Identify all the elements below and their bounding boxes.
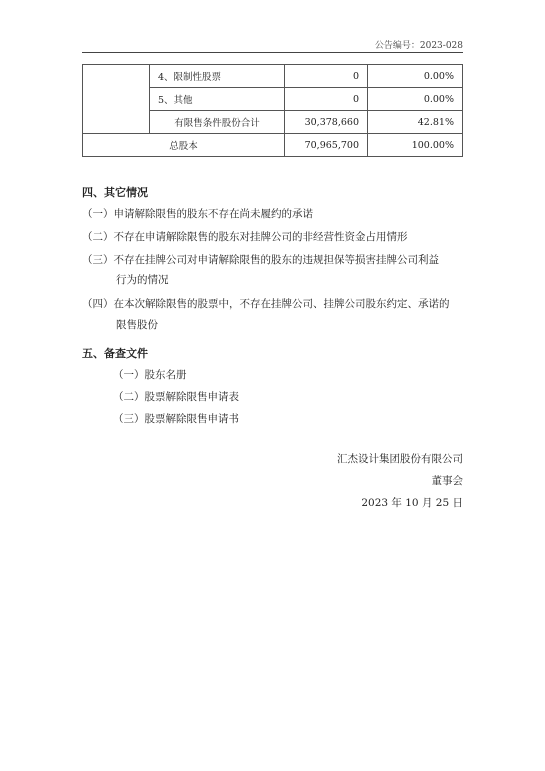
table-cell: 0.00% xyxy=(368,88,463,111)
signature-date: 2023 年 10 月 25 日 xyxy=(361,497,463,509)
list-item: （一）申请解除限售的股东不存在尚未履约的承诺 xyxy=(82,208,313,220)
table-cell: 100.00% xyxy=(368,134,463,157)
table-cell: 有限售条件股份合计 xyxy=(150,111,285,134)
list-item-continuation: 限售股份 xyxy=(116,319,158,331)
share-structure-table xyxy=(82,64,463,157)
list-item: （二）不存在申请解除限售的股东对挂牌公司的非经营性资金占用情形 xyxy=(82,231,408,243)
list-item: （二）股票解除限售申请表 xyxy=(113,391,239,403)
table-row xyxy=(83,65,463,88)
table-cell xyxy=(83,65,150,134)
signature-board: 董事会 xyxy=(431,475,463,487)
list-item: （三）股票解除限售申请书 xyxy=(113,413,239,425)
table-cell: 0 xyxy=(285,88,368,111)
list-item: （四）在本次解除限售的股票中，不存在挂牌公司、挂牌公司股东约定、承诺的 xyxy=(82,298,450,310)
table-row-total xyxy=(83,134,463,157)
signature-company: 汇杰设计集团股份有限公司 xyxy=(337,453,463,465)
list-item-continuation: 行为的情况 xyxy=(116,274,169,286)
table-cell: 70,965,700 xyxy=(285,134,368,157)
table-cell: 42.81% xyxy=(368,111,463,134)
table-cell: 4、限制性股票 xyxy=(150,65,285,88)
doc-number: 公告编号：2023-028 xyxy=(374,41,463,51)
list-item: （三）不存在挂牌公司对申请解除限售的股东的违规担保等损害挂牌公司利益 xyxy=(82,254,439,266)
section-heading: 四、其它情况 xyxy=(82,186,148,199)
header-rule xyxy=(82,52,463,53)
section-heading: 五、备查文件 xyxy=(82,347,148,360)
table-cell: 5、其他 xyxy=(150,88,285,111)
table-cell: 0.00% xyxy=(368,65,463,88)
table-cell: 0 xyxy=(285,65,368,88)
list-item: （一）股东名册 xyxy=(113,369,187,381)
table-cell: 30,378,660 xyxy=(285,111,368,134)
table-cell: 总股本 xyxy=(83,134,285,157)
